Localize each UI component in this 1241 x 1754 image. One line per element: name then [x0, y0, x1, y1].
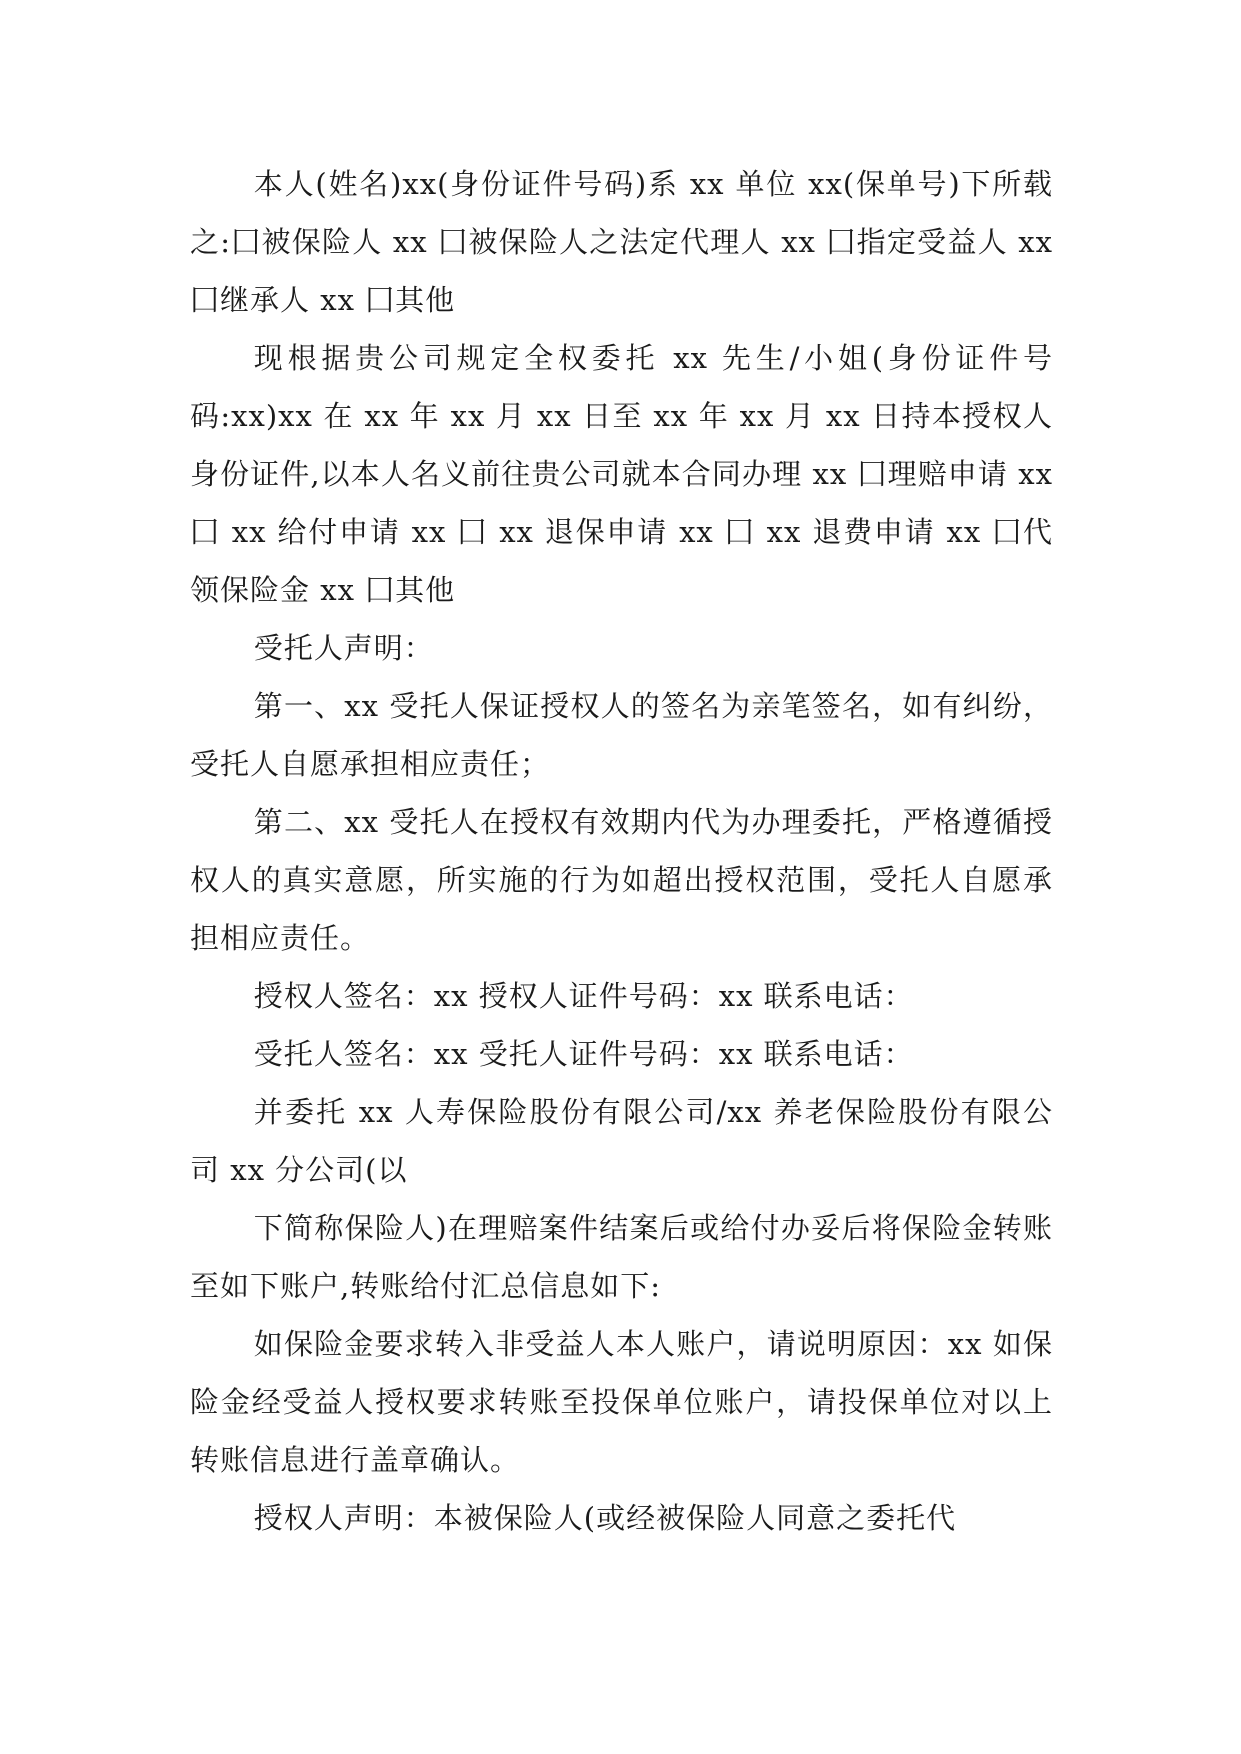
document-body — [190, 155, 1053, 1547]
paragraph-authorizer-signature: 授权人签名：xx 授权人证件号码：xx 联系电话： — [253, 979, 914, 1013]
paragraph-transfer-account: 下简称保险人)在理赔案件结案后或给付办妥后将保险金转账至如下账户,转账给付汇总信息如下: — [190, 1211, 1053, 1303]
paragraph-declaration-item-1: 第一、xx 受托人保证授权人的签名为亲笔签名，如有纠纷，受托人自愿承担相应责任； — [190, 689, 1053, 781]
paragraph-company-entrustment: 并委托 xx 人寿保险股份有限公司/xx 养老保险股份有限公司 xx 分公司(以 — [190, 1095, 1053, 1187]
paragraph-insured-identity: 本人(姓名)xx(身份证件号码)系 xx 单位 xx(保单号)下所载之:囗被保险人 xx 囗被保险人之法定代理人 xx 囗指定受益人 xx 囗继承人 xx 囗其他 — [190, 167, 1053, 317]
paragraph-trustee-declaration-heading: 受托人声明： — [253, 631, 434, 665]
paragraph-transfer-reason: 如保险金要求转入非受益人本人账户，请说明原因：xx 如保险金经受益人授权要求转账至投保单位账户，请投保单位对以上转账信息进行盖章确认。 — [190, 1327, 1053, 1477]
paragraph-trustee-signature: 受托人签名：xx 受托人证件号码：xx 联系电话： — [253, 1037, 914, 1071]
paragraph-authorizer-declaration: 授权人声明：本被保险人(或经被保险人同意之委托代 — [253, 1501, 957, 1535]
paragraph-declaration-item-2: 第二、xx 受托人在授权有效期内代为办理委托，严格遵循授权人的真实意愿，所实施的行为如超出授权范围，受托人自愿承担相应责任。 — [190, 805, 1053, 955]
paragraph-authorization-scope: 现根据贵公司规定全权委托 xx 先生/小姐(身份证件号码:xx)xx 在 xx 年 xx 月 xx 日至 xx 年 xx 月 xx 日持本授权人身份证件,以本人名义前往贵公司就本合同办理 xx 囗理赔申请 xx 囗 xx 给付申请 xx 囗 xx 退保申请 xx 囗 xx 退费申请 xx 囗代领保险金 xx 囗其他 — [190, 341, 1053, 607]
